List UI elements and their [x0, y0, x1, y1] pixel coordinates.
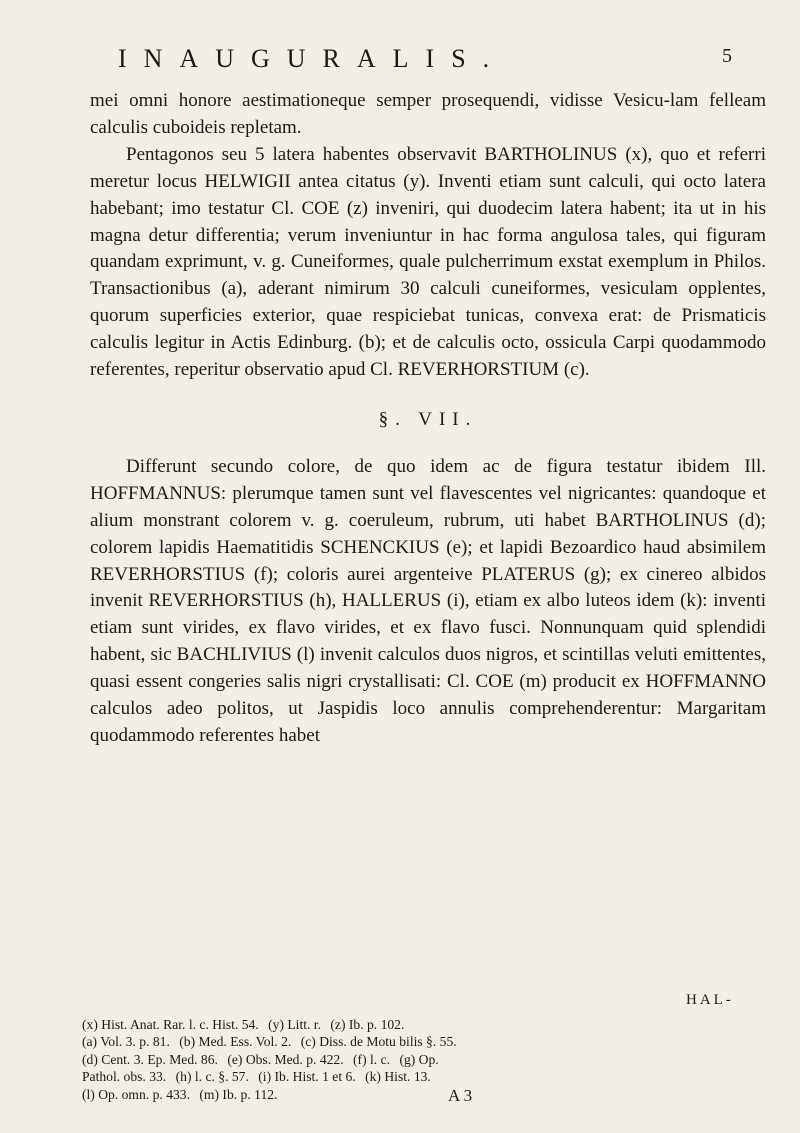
- footnote-line: [82, 1016, 772, 1033]
- footnote: (b) Med. Ess. Vol. 2.: [179, 1034, 292, 1050]
- footnote: (a) Vol. 3. p. 81.: [82, 1034, 170, 1050]
- catchword: HAL-: [686, 992, 734, 1008]
- signature-mark: A 3: [448, 1086, 473, 1105]
- running-title: INAUGURALIS.: [118, 44, 507, 73]
- footnote-line: [82, 1033, 772, 1050]
- footnote-line: [82, 1051, 772, 1068]
- footnote: (h) l. c. §. 57.: [175, 1069, 249, 1085]
- footnote-line: [82, 1068, 772, 1085]
- body-text: [90, 88, 766, 750]
- footnote: (k) Hist. 13.: [365, 1069, 431, 1085]
- footnote: (d) Cent. 3. Ep. Med. 86.: [82, 1051, 218, 1067]
- paragraph-1: mei omni honore aestimationeque semper prosequendi, vidisse Vesicu-lam felleam calculis cuboideis repletam.: [90, 90, 766, 138]
- footnote: (m) Ib. p. 112.: [199, 1086, 278, 1102]
- footnote: (g) Op.: [399, 1051, 439, 1067]
- footnote: (e) Obs. Med. p. 422.: [227, 1051, 344, 1067]
- footnote: (f) l. c.: [353, 1051, 391, 1067]
- footnote: (y) Litt. r.: [268, 1017, 321, 1032]
- footnote: (z) Ib. p. 102.: [330, 1017, 405, 1032]
- page-mark: 5: [722, 45, 732, 67]
- footnotes: [82, 1016, 772, 1103]
- paragraph-2: Pentagonos seu 5 latera habentes observavit BARTHOLINUS (x), quo et referri meretur locus HELWIGII antea citatus (y). Inventi etiam sunt calculi, qui octo latera habebant; imo testatur Cl. COE (z) inveniri, qui duodecim latera habent; ita ut in his magna detur differentia; verum inveniuntur in hac forma angulosa tales, qui figuram quandam exprimunt, v. g. Cuneiformes, quale pulcherrimum exstat exemplum in Philos. Transactionibus (a), aderant nimirum 30 calculi cuneiformes, vesiculam opplentes, quorum superficies exterior, quae respiciebat tunicas, convexa erat: de Prismaticis calculis legitur in Actis Edinburg. (b); et de calculis octo, ossicula Carpi quodammodo referentes, reperitur observatio apud Cl. REVERHORSTIUM (c).: [90, 143, 766, 381]
- footnote: Pathol. obs. 33.: [82, 1069, 167, 1085]
- footnote: (i) Ib. Hist. 1 et 6.: [258, 1069, 356, 1085]
- footnote: (c) Diss. de Motu bilis §. 55.: [300, 1034, 457, 1050]
- footnote: (l) Op. omn. p. 433.: [82, 1086, 190, 1102]
- footnote: (x) Hist. Anat. Rar. l. c. Hist. 54.: [82, 1017, 259, 1032]
- section-heading: §. VII.: [378, 408, 478, 430]
- paragraph-3: Differunt secundo colore, de quo idem ac de figura testatur ibidem Ill. HOFFMANNUS: plerumque tamen sunt vel flavescentes vel nigricantes: quandoque et alium monstrant colorem v. g. coeruleum, rubrum, uti habet BARTHOLINUS (d); colorem lapidis Haematitidis SCHENCKIUS (e); et lapidi Bezoardico haud absimilem REVERHORSTIUS (f); coloris aurei argenteive PLATERUS (g); ex cinereo albidos invenit REVERHORSTIUS (h), HALLERUS (i), etiam ex albo luteos idem (k): inventi etiam sunt virides, ex flavo virides, et ex flavo fusci. Nonnunquam quid splendidi habent, sic BACHLIVIUS (l) invenit calculos duos nigros, et scintillas veluti emittentes, quasi essent congeries salis nigri crystallisati: Cl. COE (m) producit ex HOFFMANNO calculos adeo politos, ut Jaspidis loco annulis comprehenderentur: Margaritam quodammodo referentes habet: [90, 455, 766, 746]
- footnote-line: [82, 1086, 772, 1103]
